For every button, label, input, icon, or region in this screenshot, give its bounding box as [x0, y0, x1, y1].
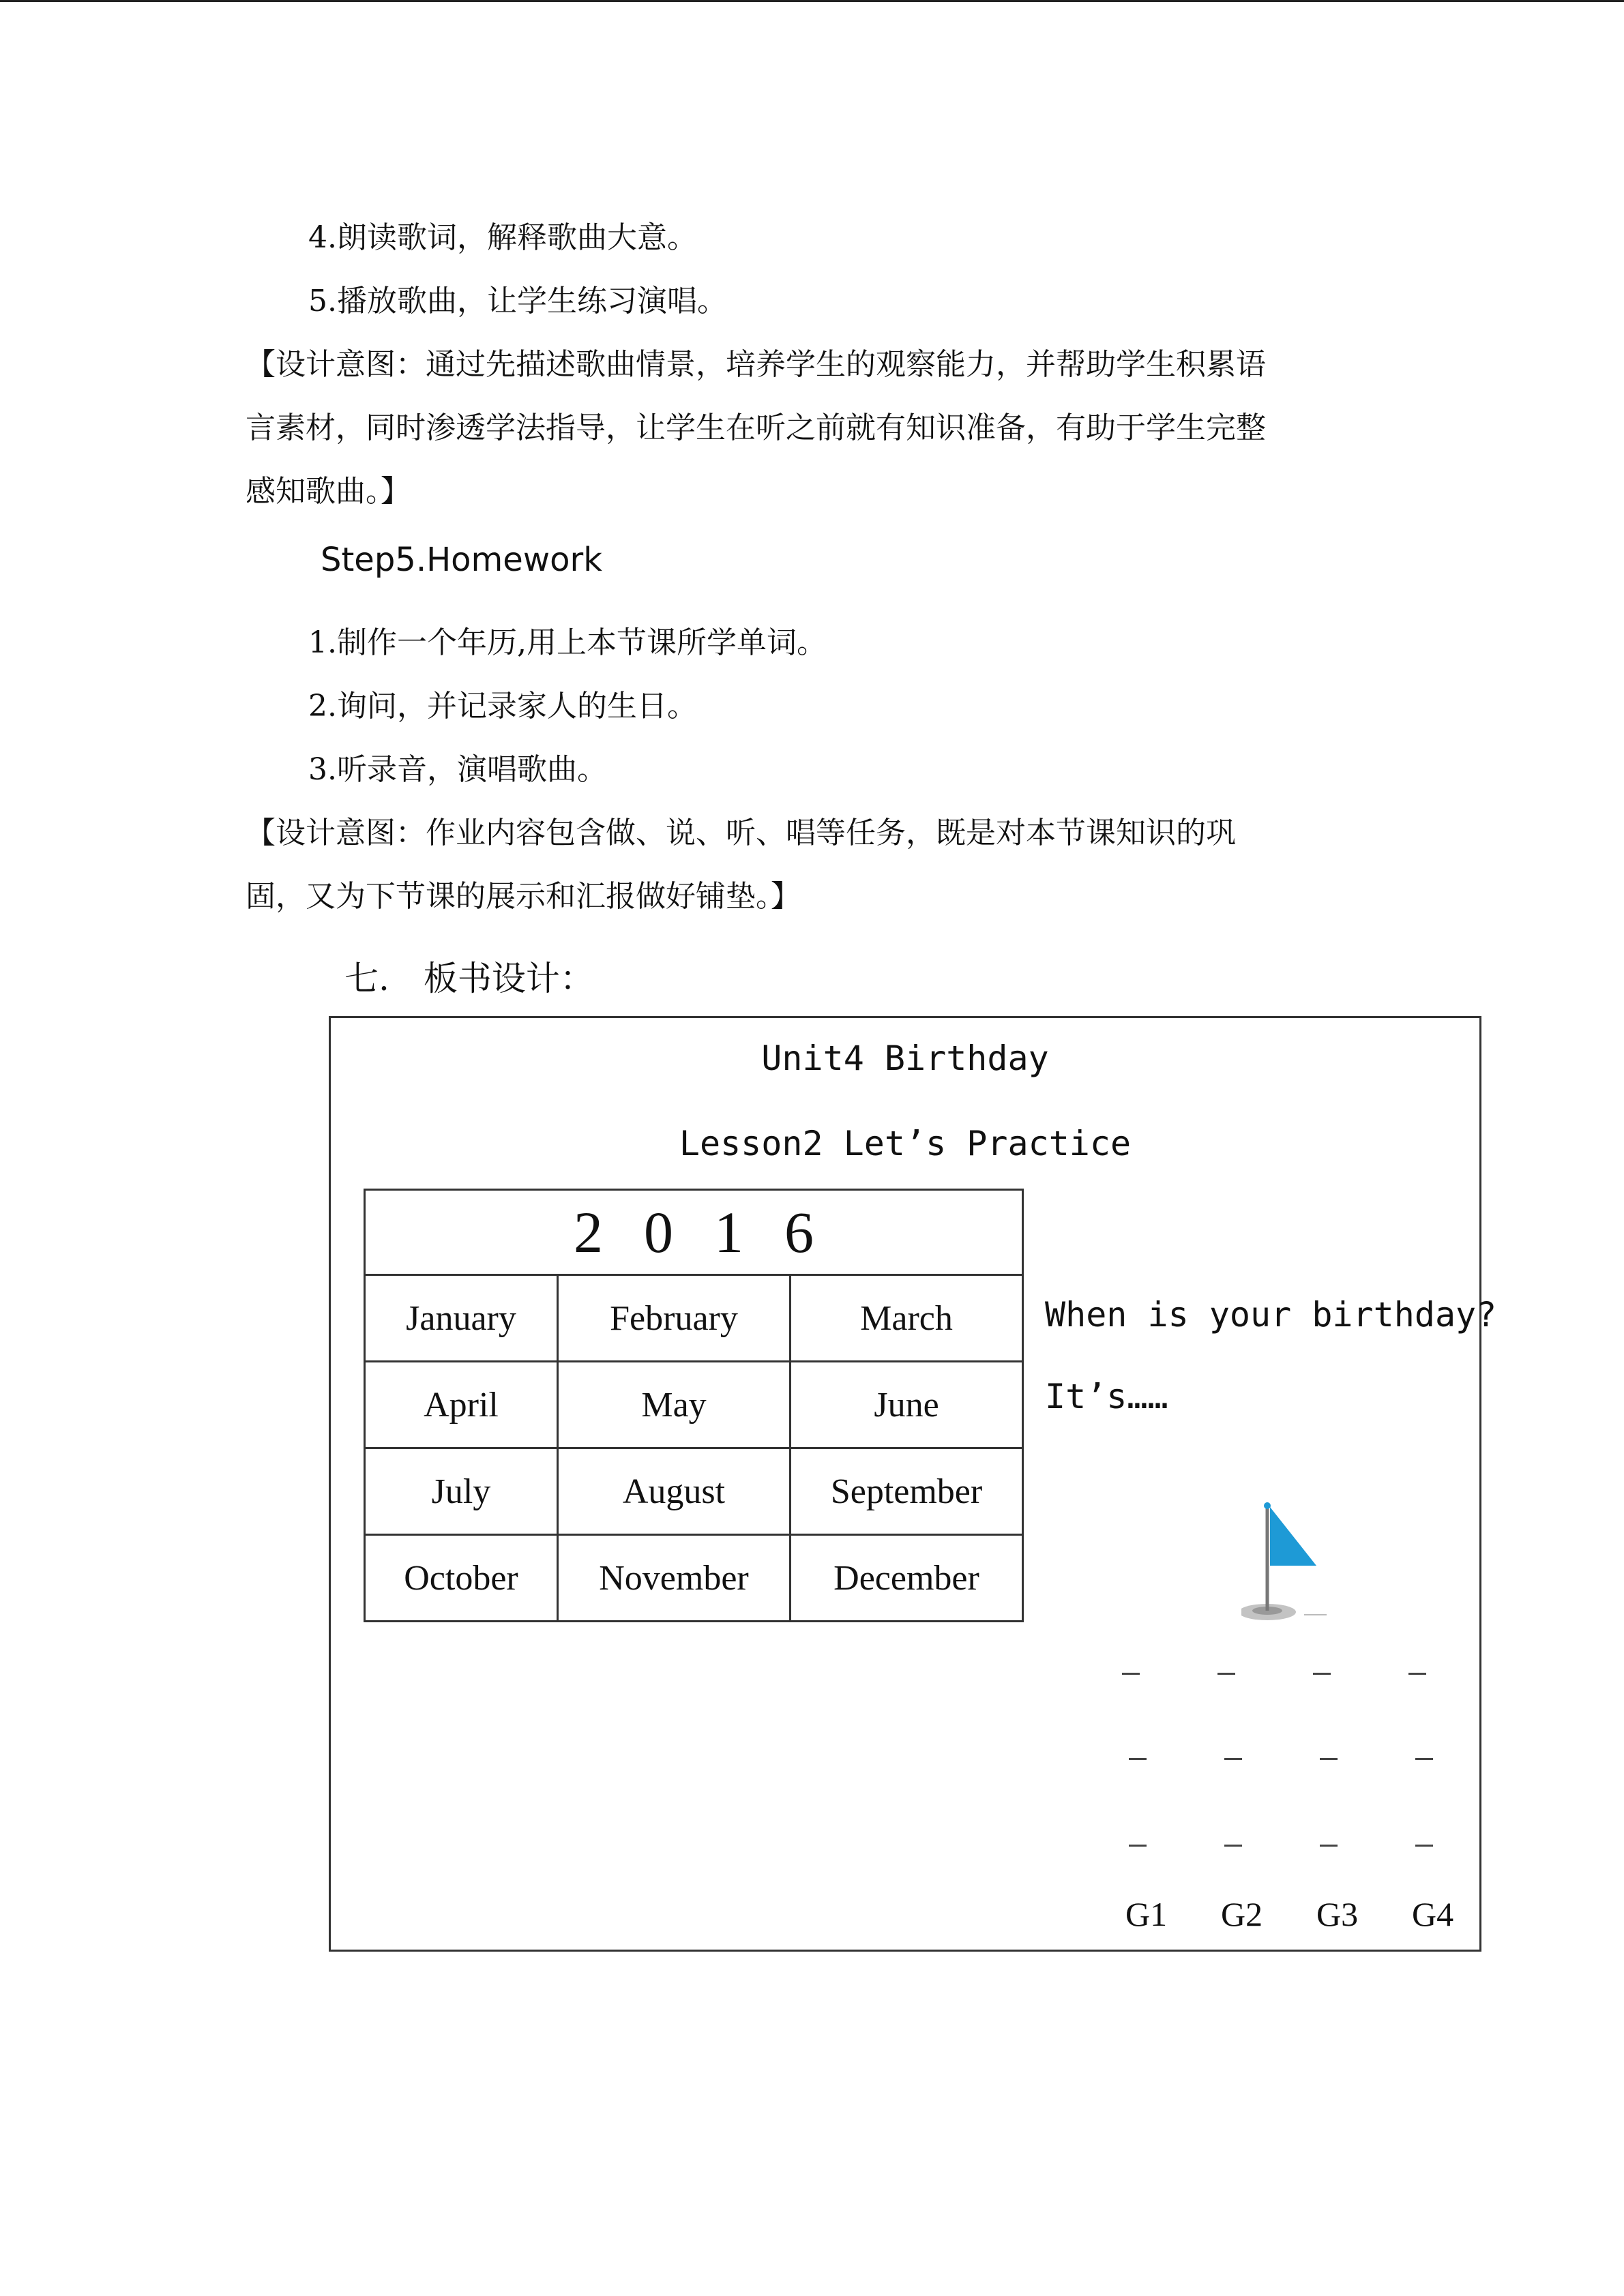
month-cell: February: [558, 1275, 791, 1362]
calendar-year: 2016: [365, 1190, 1023, 1275]
board-subtitle: Lesson2 Let’s Practice: [679, 1124, 1132, 1163]
score-dash: [1122, 1673, 1140, 1675]
month-cell: July: [365, 1448, 558, 1535]
score-dash: [1408, 1673, 1426, 1675]
birthday-question: When is your birthday?: [1045, 1295, 1497, 1335]
section-7-heading: 七. 板书设计：: [344, 959, 594, 998]
year-calendar: [364, 1189, 1024, 1622]
month-cell: March: [791, 1275, 1023, 1362]
birthday-answer: It’s……: [1045, 1377, 1168, 1416]
homework-intent-line-1: 【设计意图：作业内容包含做、说、听、唱等任务，既是对本节课知识的巩: [246, 816, 1236, 850]
homework-item-2: 2.询问，并记录家人的生日。: [308, 689, 697, 724]
month-cell: May: [558, 1362, 791, 1448]
blackboard-design: [329, 1016, 1497, 1952]
month-cell: April: [365, 1362, 558, 1448]
group-label: G1: [1125, 1895, 1168, 1933]
score-dash: [1320, 1758, 1338, 1760]
month-cell: August: [558, 1448, 791, 1535]
month-cell: October: [365, 1535, 558, 1622]
design-intent-line-1: 【设计意图：通过先描述歌曲情景，培养学生的观察能力，并帮助学生积累语: [246, 347, 1266, 382]
score-dash: [1415, 1845, 1433, 1847]
homework-intent-line-2: 固，又为下节课的展示和汇报做好铺垫。】: [246, 879, 801, 914]
month-cell: December: [791, 1535, 1023, 1622]
design-intent-line-3: 感知歌曲。】: [246, 474, 411, 509]
top-border: [0, 0, 1624, 2]
month-cell: January: [365, 1275, 558, 1362]
homework-item-3: 3.听录音，演唱歌曲。: [308, 752, 607, 787]
group-label: G4: [1412, 1895, 1454, 1933]
flag-icon: [1241, 1499, 1357, 1622]
group-label: G3: [1316, 1895, 1359, 1933]
homework-item-1: 1.制作一个年历,用上本节课所学单词。: [308, 625, 827, 660]
score-dash: [1217, 1673, 1235, 1675]
score-dash: [1129, 1758, 1147, 1760]
step4-item-4: 4.朗读歌词，解释歌曲大意。: [308, 220, 697, 255]
month-cell: November: [558, 1535, 791, 1622]
score-dash: [1313, 1673, 1331, 1675]
month-cell: September: [791, 1448, 1023, 1535]
step5-heading: Step5.Homework: [321, 541, 602, 579]
step4-item-5: 5.播放歌曲，让学生练习演唱。: [308, 284, 727, 318]
design-intent-line-2: 言素材，同时渗透学法指导，让学生在听之前就有知识准备，有助于学生完整: [246, 411, 1266, 445]
score-dash: [1224, 1845, 1242, 1847]
group-label: G2: [1221, 1895, 1263, 1933]
score-dash: [1129, 1845, 1147, 1847]
board-title: Unit4 Birthday: [761, 1039, 1049, 1078]
score-dash: [1224, 1758, 1242, 1760]
month-cell: June: [791, 1362, 1023, 1448]
score-dash: [1320, 1845, 1338, 1847]
score-dash: [1415, 1758, 1433, 1760]
